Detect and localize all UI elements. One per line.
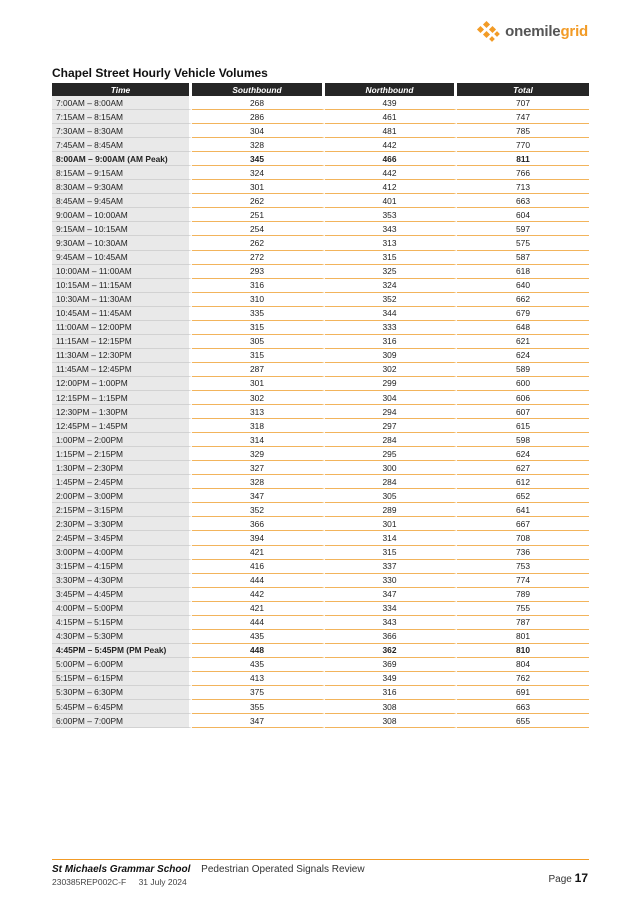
- cell-northbound: 284: [325, 475, 457, 489]
- footer-page: [549, 871, 589, 885]
- cell-southbound: 444: [192, 574, 325, 588]
- table-row: [52, 419, 589, 433]
- table-row: [52, 475, 589, 489]
- cell-northbound: 295: [325, 447, 457, 461]
- cell-total: 598: [457, 433, 589, 447]
- table-row: [52, 602, 589, 616]
- cell-time: 12:45PM – 1:45PM: [52, 419, 192, 433]
- cell-northbound: 461: [325, 110, 457, 124]
- cell-total: 708: [457, 531, 589, 545]
- cell-southbound: 329: [192, 447, 325, 461]
- cell-southbound: 416: [192, 560, 325, 574]
- header-total: Total: [457, 83, 589, 96]
- cell-northbound: 333: [325, 321, 457, 335]
- table-row: [52, 377, 589, 391]
- cell-southbound: 262: [192, 236, 325, 250]
- cell-time: 9:15AM – 10:15AM: [52, 222, 192, 236]
- cell-total: 736: [457, 546, 589, 560]
- table-row: [52, 110, 589, 124]
- cell-southbound: 251: [192, 208, 325, 222]
- cell-southbound: 313: [192, 405, 325, 419]
- table-header-row: [52, 83, 589, 96]
- cell-southbound: 448: [192, 644, 325, 658]
- cell-total: 691: [457, 686, 589, 700]
- cell-southbound: 315: [192, 321, 325, 335]
- cell-southbound: 316: [192, 279, 325, 293]
- cell-total: 663: [457, 194, 589, 208]
- cell-northbound: 297: [325, 419, 457, 433]
- table-row: [52, 96, 589, 110]
- cell-southbound: 442: [192, 588, 325, 602]
- logo-wordmark: onemilegrid: [505, 22, 588, 40]
- cell-southbound: 345: [192, 152, 325, 166]
- table-row: [52, 489, 589, 503]
- cell-northbound: 347: [325, 588, 457, 602]
- table-row: [52, 138, 589, 152]
- table-row: [52, 307, 589, 321]
- cell-northbound: 305: [325, 489, 457, 503]
- cell-southbound: 301: [192, 180, 325, 194]
- cell-time: 10:30AM – 11:30AM: [52, 293, 192, 307]
- table-row: [52, 335, 589, 349]
- cell-time: 3:00PM – 4:00PM: [52, 546, 192, 560]
- table-row: [52, 180, 589, 194]
- cell-northbound: 325: [325, 265, 457, 279]
- table-row: [52, 686, 589, 700]
- cell-northbound: 343: [325, 222, 457, 236]
- cell-time: 10:45AM – 11:45AM: [52, 307, 192, 321]
- cell-total: 747: [457, 110, 589, 124]
- table-row: [52, 461, 589, 475]
- footer-report-code: 230385REP002C-F: [52, 877, 127, 887]
- table-row: [52, 236, 589, 250]
- cell-northbound: 466: [325, 152, 457, 166]
- cell-northbound: 353: [325, 208, 457, 222]
- cell-southbound: 421: [192, 602, 325, 616]
- cell-time: 9:00AM – 10:00AM: [52, 208, 192, 222]
- table-row: [52, 531, 589, 545]
- cell-time: 4:45PM – 5:45PM (PM Peak): [52, 644, 192, 658]
- cell-total: 663: [457, 700, 589, 714]
- table-row: [52, 503, 589, 517]
- cell-northbound: 334: [325, 602, 457, 616]
- cell-northbound: 284: [325, 433, 457, 447]
- cell-total: 627: [457, 461, 589, 475]
- footer-divider: [52, 859, 589, 860]
- table-row: [52, 574, 589, 588]
- table-row: [52, 208, 589, 222]
- cell-total: 762: [457, 672, 589, 686]
- cell-total: 606: [457, 391, 589, 405]
- cell-northbound: 300: [325, 461, 457, 475]
- cell-northbound: 316: [325, 686, 457, 700]
- cell-southbound: 335: [192, 307, 325, 321]
- cell-time: 7:00AM – 8:00AM: [52, 96, 192, 110]
- cell-total: 655: [457, 714, 589, 728]
- cell-southbound: 314: [192, 433, 325, 447]
- cell-southbound: 315: [192, 349, 325, 363]
- cell-time: 4:00PM – 5:00PM: [52, 602, 192, 616]
- cell-southbound: 327: [192, 461, 325, 475]
- cell-northbound: 304: [325, 391, 457, 405]
- cell-northbound: 294: [325, 405, 457, 419]
- cell-total: 810: [457, 644, 589, 658]
- cell-time: 7:15AM – 8:15AM: [52, 110, 192, 124]
- cell-time: 1:15PM – 2:15PM: [52, 447, 192, 461]
- table-row: [52, 166, 589, 180]
- cell-total: 662: [457, 293, 589, 307]
- cell-southbound: 355: [192, 700, 325, 714]
- cell-time: 3:45PM – 4:45PM: [52, 588, 192, 602]
- table-row: [52, 293, 589, 307]
- cell-time: 8:15AM – 9:15AM: [52, 166, 192, 180]
- cell-time: 12:30PM – 1:30PM: [52, 405, 192, 419]
- cell-southbound: 286: [192, 110, 325, 124]
- cell-total: 667: [457, 517, 589, 531]
- cell-northbound: 315: [325, 251, 457, 265]
- cell-northbound: 362: [325, 644, 457, 658]
- cell-southbound: 394: [192, 531, 325, 545]
- cell-time: 2:30PM – 3:30PM: [52, 517, 192, 531]
- cell-time: 8:00AM – 9:00AM (AM Peak): [52, 152, 192, 166]
- cell-northbound: 315: [325, 546, 457, 560]
- cell-northbound: 337: [325, 560, 457, 574]
- cell-time: 2:00PM – 3:00PM: [52, 489, 192, 503]
- cell-northbound: 481: [325, 124, 457, 138]
- cell-northbound: 314: [325, 531, 457, 545]
- cell-total: 612: [457, 475, 589, 489]
- cell-southbound: 262: [192, 194, 325, 208]
- table-row: [52, 321, 589, 335]
- cell-total: 600: [457, 377, 589, 391]
- cell-total: 789: [457, 588, 589, 602]
- cell-time: 5:15PM – 6:15PM: [52, 672, 192, 686]
- cell-southbound: 318: [192, 419, 325, 433]
- cell-total: 787: [457, 616, 589, 630]
- cell-time: 1:30PM – 2:30PM: [52, 461, 192, 475]
- table-row: [52, 447, 589, 461]
- table-row: [52, 222, 589, 236]
- footer-report-title: Pedestrian Operated Signals Review: [201, 864, 365, 875]
- company-logo: [475, 18, 588, 44]
- table-row: [52, 700, 589, 714]
- table-row: [52, 546, 589, 560]
- cell-total: 607: [457, 405, 589, 419]
- table-row: [52, 251, 589, 265]
- cell-total: 811: [457, 152, 589, 166]
- cell-time: 5:45PM – 6:45PM: [52, 700, 192, 714]
- cell-southbound: 304: [192, 124, 325, 138]
- table-row: [52, 265, 589, 279]
- cell-northbound: 352: [325, 293, 457, 307]
- cell-northbound: 349: [325, 672, 457, 686]
- table-row: [52, 124, 589, 138]
- cell-time: 5:30PM – 6:30PM: [52, 686, 192, 700]
- cell-southbound: 301: [192, 377, 325, 391]
- cell-total: 641: [457, 503, 589, 517]
- cell-northbound: 439: [325, 96, 457, 110]
- cell-southbound: 413: [192, 672, 325, 686]
- cell-time: 2:45PM – 3:45PM: [52, 531, 192, 545]
- header-northbound: Northbound: [325, 83, 457, 96]
- cell-southbound: 375: [192, 686, 325, 700]
- cell-southbound: 435: [192, 658, 325, 672]
- cell-time: 12:15PM – 1:15PM: [52, 391, 192, 405]
- grid-logo-icon: [475, 18, 501, 44]
- cell-total: 801: [457, 630, 589, 644]
- cell-southbound: 268: [192, 96, 325, 110]
- cell-southbound: 347: [192, 489, 325, 503]
- cell-time: 10:00AM – 11:00AM: [52, 265, 192, 279]
- cell-northbound: 330: [325, 574, 457, 588]
- cell-northbound: 366: [325, 630, 457, 644]
- cell-southbound: 310: [192, 293, 325, 307]
- cell-northbound: 401: [325, 194, 457, 208]
- cell-time: 5:00PM – 6:00PM: [52, 658, 192, 672]
- cell-time: 10:15AM – 11:15AM: [52, 279, 192, 293]
- cell-southbound: 435: [192, 630, 325, 644]
- header-time: Time: [52, 83, 192, 96]
- cell-time: 1:45PM – 2:45PM: [52, 475, 192, 489]
- cell-southbound: 352: [192, 503, 325, 517]
- footer-school: St Michaels Grammar School: [52, 864, 191, 875]
- table-row: [52, 517, 589, 531]
- cell-northbound: 344: [325, 307, 457, 321]
- page-label: Page: [548, 874, 572, 885]
- header-southbound: Southbound: [192, 83, 325, 96]
- cell-northbound: 324: [325, 279, 457, 293]
- cell-time: 7:45AM – 8:45AM: [52, 138, 192, 152]
- table-row: [52, 433, 589, 447]
- cell-northbound: 412: [325, 180, 457, 194]
- cell-northbound: 301: [325, 517, 457, 531]
- cell-southbound: 328: [192, 138, 325, 152]
- cell-total: 615: [457, 419, 589, 433]
- cell-time: 11:00AM – 12:00PM: [52, 321, 192, 335]
- cell-time: 11:15AM – 12:15PM: [52, 335, 192, 349]
- cell-total: 804: [457, 658, 589, 672]
- cell-total: 652: [457, 489, 589, 503]
- cell-total: 589: [457, 363, 589, 377]
- cell-time: 8:45AM – 9:45AM: [52, 194, 192, 208]
- cell-time: 1:00PM – 2:00PM: [52, 433, 192, 447]
- table-row: [52, 616, 589, 630]
- cell-total: 679: [457, 307, 589, 321]
- cell-time: 4:15PM – 5:15PM: [52, 616, 192, 630]
- footer-meta: [52, 877, 197, 887]
- table-row: [52, 279, 589, 293]
- cell-time: 9:45AM – 10:45AM: [52, 251, 192, 265]
- cell-southbound: 421: [192, 546, 325, 560]
- table-row: [52, 391, 589, 405]
- cell-total: 774: [457, 574, 589, 588]
- table-row: [52, 630, 589, 644]
- cell-total: 648: [457, 321, 589, 335]
- cell-southbound: 254: [192, 222, 325, 236]
- cell-total: 621: [457, 335, 589, 349]
- cell-southbound: 287: [192, 363, 325, 377]
- cell-southbound: 305: [192, 335, 325, 349]
- cell-southbound: 444: [192, 616, 325, 630]
- table-row: [52, 194, 589, 208]
- cell-total: 624: [457, 349, 589, 363]
- cell-total: 587: [457, 251, 589, 265]
- cell-time: 11:45AM – 12:45PM: [52, 363, 192, 377]
- cell-total: 766: [457, 166, 589, 180]
- cell-time: 11:30AM – 12:30PM: [52, 349, 192, 363]
- cell-northbound: 309: [325, 349, 457, 363]
- cell-northbound: 316: [325, 335, 457, 349]
- table-row: [52, 658, 589, 672]
- table-row: [52, 714, 589, 728]
- cell-total: 624: [457, 447, 589, 461]
- cell-total: 604: [457, 208, 589, 222]
- cell-total: 785: [457, 124, 589, 138]
- cell-northbound: 302: [325, 363, 457, 377]
- cell-northbound: 442: [325, 138, 457, 152]
- vehicle-volumes-table: [52, 83, 589, 728]
- cell-southbound: 366: [192, 517, 325, 531]
- cell-time: 12:00PM – 1:00PM: [52, 377, 192, 391]
- cell-time: 7:30AM – 8:30AM: [52, 124, 192, 138]
- table-row: [52, 363, 589, 377]
- cell-time: 2:15PM – 3:15PM: [52, 503, 192, 517]
- cell-southbound: 272: [192, 251, 325, 265]
- cell-time: 6:00PM – 7:00PM: [52, 714, 192, 728]
- cell-total: 618: [457, 265, 589, 279]
- cell-time: 4:30PM – 5:30PM: [52, 630, 192, 644]
- cell-time: 8:30AM – 9:30AM: [52, 180, 192, 194]
- cell-total: 770: [457, 138, 589, 152]
- cell-northbound: 308: [325, 700, 457, 714]
- footer-date: 31 July 2024: [138, 877, 187, 887]
- cell-time: 9:30AM – 10:30AM: [52, 236, 192, 250]
- page-number: 17: [574, 871, 588, 885]
- cell-northbound: 289: [325, 503, 457, 517]
- cell-northbound: 442: [325, 166, 457, 180]
- table-row: [52, 672, 589, 686]
- cell-time: 3:30PM – 4:30PM: [52, 574, 192, 588]
- cell-total: 597: [457, 222, 589, 236]
- cell-southbound: 324: [192, 166, 325, 180]
- table-row: [52, 349, 589, 363]
- cell-southbound: 328: [192, 475, 325, 489]
- table-row: [52, 152, 589, 166]
- cell-northbound: 308: [325, 714, 457, 728]
- cell-total: 755: [457, 602, 589, 616]
- table-row: [52, 560, 589, 574]
- cell-southbound: 302: [192, 391, 325, 405]
- cell-northbound: 343: [325, 616, 457, 630]
- table-row: [52, 405, 589, 419]
- cell-total: 713: [457, 180, 589, 194]
- cell-southbound: 293: [192, 265, 325, 279]
- cell-total: 575: [457, 236, 589, 250]
- table-title: Chapel Street Hourly Vehicle Volumes: [52, 66, 268, 80]
- footer-title-line: [52, 864, 365, 875]
- cell-northbound: 313: [325, 236, 457, 250]
- cell-time: 3:15PM – 4:15PM: [52, 560, 192, 574]
- cell-southbound: 347: [192, 714, 325, 728]
- table-row: [52, 644, 589, 658]
- cell-northbound: 369: [325, 658, 457, 672]
- cell-total: 640: [457, 279, 589, 293]
- cell-total: 753: [457, 560, 589, 574]
- table-row: [52, 588, 589, 602]
- cell-northbound: 299: [325, 377, 457, 391]
- cell-total: 707: [457, 96, 589, 110]
